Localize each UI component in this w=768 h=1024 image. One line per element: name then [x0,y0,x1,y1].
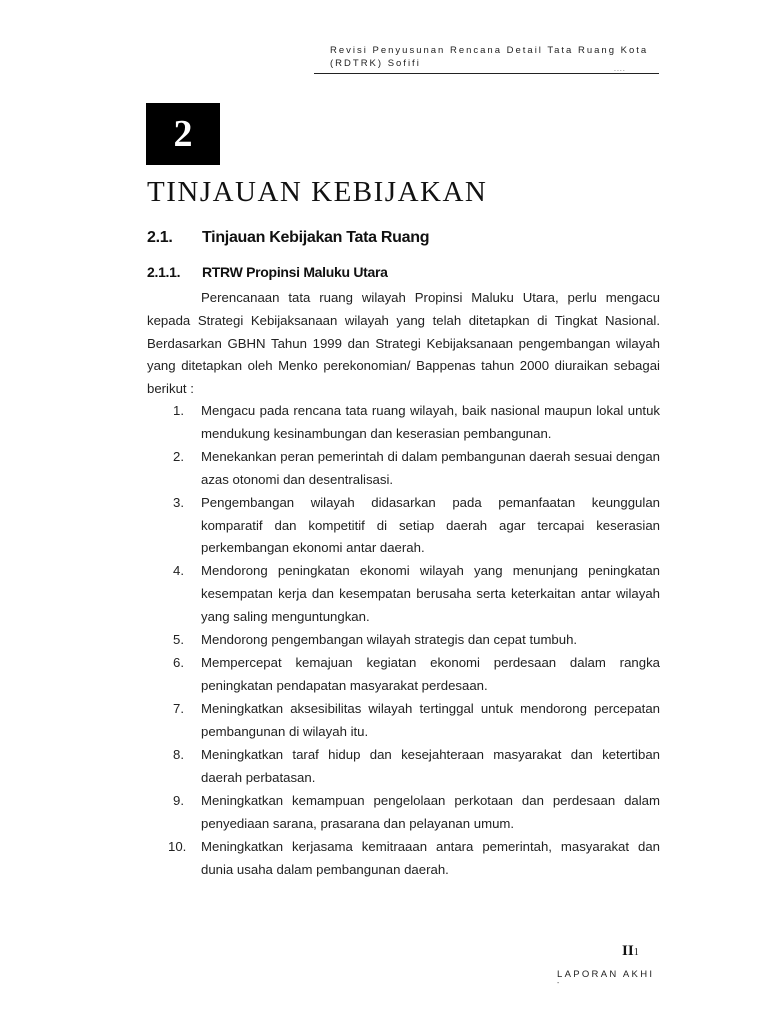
subsection-title: RTRW Propinsi Maluku Utara [202,264,388,280]
list-item-number: 4. [173,563,184,579]
list-item [147,400,660,446]
subsection-number: 2.1.1. [147,264,181,280]
list-item-text: Meningkatkan kemampuan pengelolaan perkotaan dan perdesaan dalam penyediaan sarana, prasarana dan pelayanan umum. [201,792,660,831]
list-item-text: Mempercepat kemajuan kegiatan ekonomi perdesaan dalam rangka peningkatan pendapatan masyarakat perdesaan. [201,655,660,694]
list-item-number: 7. [173,701,184,717]
page-number-sub: 1 [633,947,639,958]
footer-dot: - [557,980,560,987]
chapter-title: TINJAUAN KEBIJAKAN [147,176,488,208]
page-number [622,943,639,960]
list-item-text: Mengacu pada rencana tata ruang wilayah, baik nasional maupun lokal untuk mendukung kesinambungan dan keserasian pembangunan. [201,403,660,441]
list-item [147,492,660,560]
list-item [147,836,660,882]
intro-paragraph: Perencanaan tata ruang wilayah Propinsi Maluku Utara, perlu mengacu kepada Strategi Kebijaksanaan wilayah yang telah ditetapkan di Tingkat Nasional. Berdasarkan GBHN Tahun 1999 dan Strategi Kebijaksanaan pengembangan wilayah yang ditetapkan oleh Menko perekonomian/ Bappenas tahun 2000 diuraikan sebagai berikut : [147,290,660,397]
list-item-text: Mendorong peningkatan ekonomi wilayah yang menunjang peningkatan kesempatan kerja dan kesempatan berusaha serta keterkaitan antar wilayah yang saling menguntungkan. [201,563,660,625]
list-item-text: Mendorong pengembangan wilayah strategis dan cepat tumbuh. [201,632,578,648]
list-item-number: 3. [173,494,184,510]
section-heading [147,229,429,247]
header-rule [314,73,659,74]
list-item-number: 10. [168,838,187,854]
chapter-number-box: 2 [146,103,220,165]
list-item-text: Meningkatkan aksesibilitas wilayah tertinggal untuk mendorong percepatan pembangunan di wilayah itu. [201,701,660,739]
section-number: 2.1. [147,229,173,246]
list-item-number: 2. [173,448,184,464]
list-item-number: 8. [173,747,184,763]
list-item [147,652,660,698]
list-item-text: Pengembangan wilayah didasarkan pada pemanfaatan keunggulan komparatif dan kompetitif di setiap daerah agar tercapai keserasian perkembangan ekonomi antar daerah. [201,494,660,556]
list-item-text: Meningkatkan taraf hidup dan kesejahteraan masyarakat dan ketertiban daerah perbatasan. [201,747,660,785]
list-item-number: 1. [173,403,184,418]
list-item-number: 6. [173,655,184,671]
subsection-heading [147,264,388,280]
list-item [147,446,660,492]
page-number-main: II [622,943,634,959]
list-item-text: Meningkatkan kerjasama kemitraaan antara pemerintah, masyarakat dan dunia usaha dalam pembangunan daerah. [201,838,660,877]
list-item [147,629,660,652]
list-item [147,698,660,744]
list-item [147,560,660,628]
list-item-text: Menekankan peran pemerintah di dalam pembangunan daerah sesuai dengan azas otonomi dan desentralisasi. [201,448,660,487]
running-header: Revisi Penyusunan Rencana Detail Tata Ruang Kota (RDTRK) Sofifi [330,45,649,69]
list-item [147,790,660,836]
list-item-number: 5. [173,632,184,648]
list-item [147,744,660,790]
footer-report-label: LAPORAN AKHI [557,969,655,980]
section-title: Tinjauan Kebijakan Tata Ruang [202,229,430,246]
list-item-number: 9. [173,792,184,808]
policy-list [147,400,660,882]
header-dots: .... [614,66,626,73]
